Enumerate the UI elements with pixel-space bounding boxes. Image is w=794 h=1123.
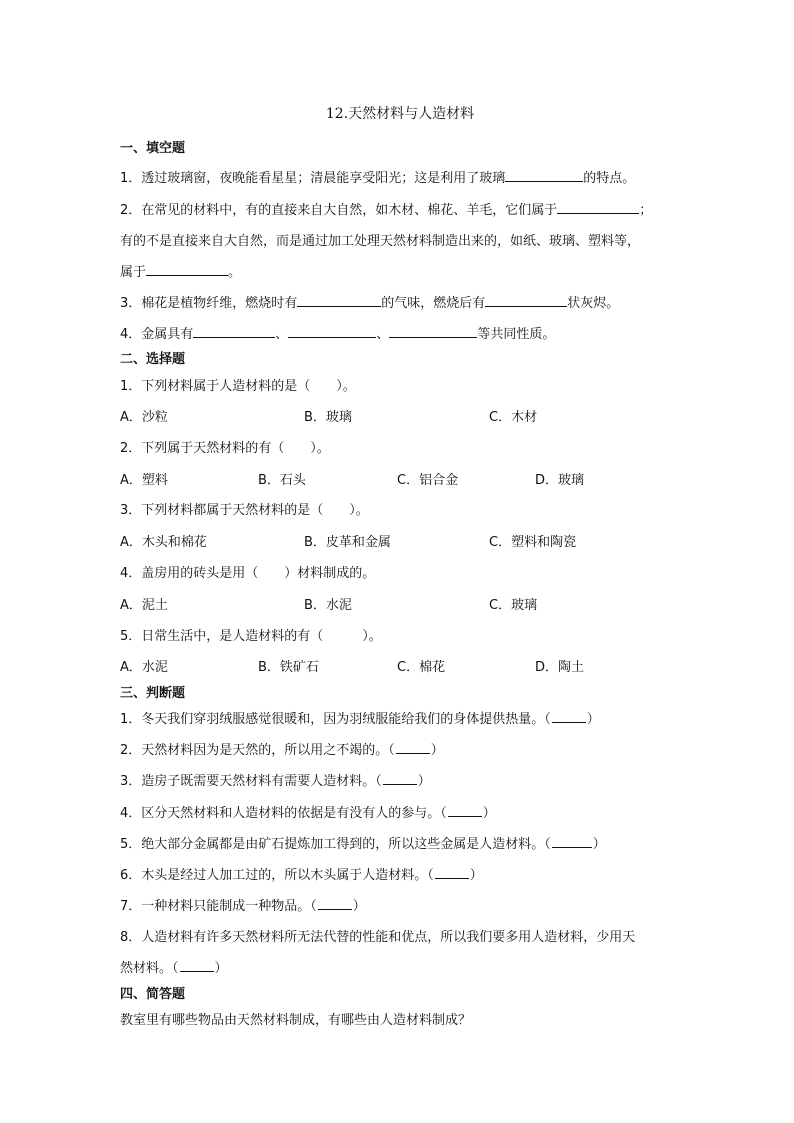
choice-option[interactable]: A．木头和棉花 xyxy=(120,535,207,550)
answer-blank[interactable] xyxy=(505,169,583,182)
fill-q4-suffix: 等共同性质。 xyxy=(477,327,556,342)
fill-question-1 xyxy=(120,167,635,186)
section-judge: 三、判断题 xyxy=(120,686,186,701)
judge-q3-text: 3．造房子既需要天然材料有需要人造材料。 xyxy=(120,774,376,789)
paren-open: （ xyxy=(440,806,447,821)
judge-q5-text: 5．绝大部分金属都是由矿石提炼加工得到的，所以这些金属是人造材料。 xyxy=(120,837,545,852)
paren-close: ） xyxy=(352,899,366,914)
answer-blank[interactable] xyxy=(485,294,567,307)
fill-q4-sep2: 、 xyxy=(376,327,390,342)
answer-blank[interactable] xyxy=(288,325,376,338)
answer-blank[interactable] xyxy=(383,772,417,785)
paren-open: （ xyxy=(172,961,179,976)
fill-q3-mid: 的气味，燃烧后有 xyxy=(381,296,486,311)
fill-q3-suffix: 状灰烬。 xyxy=(567,296,620,311)
choice-option[interactable]: B．水泥 xyxy=(304,598,352,613)
answer-blank[interactable] xyxy=(448,804,482,817)
fill-q2-suffix: ； xyxy=(639,203,653,218)
choice-question-2: 2．下列属于天然材料的有（ ）。 xyxy=(120,441,330,456)
answer-blank[interactable] xyxy=(180,959,214,972)
fill-question-2 xyxy=(120,199,652,218)
answer-blank[interactable] xyxy=(396,741,430,754)
answer-blank[interactable] xyxy=(552,835,592,848)
short-question-1: 教室里有哪些物品由天然材料制成，有哪些由人造材料制成？ xyxy=(120,1013,472,1028)
judge-question-8-cont xyxy=(120,957,228,976)
fill-q3-text: 3．棉花是植物纤维，燃烧时有 xyxy=(120,296,298,311)
paren-close: ） xyxy=(430,743,444,758)
fill-q2-period: 。 xyxy=(228,265,242,280)
paren-open: （ xyxy=(310,899,317,914)
choice-option[interactable]: D．玻璃 xyxy=(535,473,585,488)
choice-question-3: 3．下列材料都属于天然材料的是（ ）。 xyxy=(120,503,369,518)
choice-option[interactable]: A．水泥 xyxy=(120,660,168,675)
paren-open: （ xyxy=(427,868,434,883)
answer-blank[interactable] xyxy=(552,710,586,723)
fill-question-2-cont: 有的不是直接来自大自然，而是通过加工处理天然材料制造出来的，如纸、玻璃、塑料等， xyxy=(120,234,641,249)
choice-question-5: 5．日常生活中，是人造材料的有（ ）。 xyxy=(120,629,382,644)
choice-option[interactable]: A．泥土 xyxy=(120,598,168,613)
answer-blank[interactable] xyxy=(297,294,381,307)
answer-blank[interactable] xyxy=(435,866,469,879)
fill-question-4 xyxy=(120,323,555,342)
answer-blank[interactable] xyxy=(318,897,352,910)
choice-option[interactable]: D．陶土 xyxy=(535,660,585,675)
choice-option[interactable]: C．木材 xyxy=(489,410,538,425)
section-short-answer: 四、简答题 xyxy=(120,987,186,1002)
answer-blank[interactable] xyxy=(389,325,477,338)
section-fill-blank: 一、填空题 xyxy=(120,141,186,156)
page-title: 12.天然材料与人造材料 xyxy=(325,106,475,122)
fill-q2-text: 2．在常见的材料中，有的直接来自大自然，如木材、棉花、羊毛，它们属于 xyxy=(120,203,558,218)
paren-close: ） xyxy=(482,806,496,821)
paren-close: ） xyxy=(214,961,228,976)
judge-question-5 xyxy=(120,833,606,852)
fill-question-2-end xyxy=(120,261,241,280)
choice-option[interactable]: C．棉花 xyxy=(397,660,446,675)
judge-q1-text: 1．冬天我们穿羽绒服感觉很暖和，因为羽绒服能给我们的身体提供热量。 xyxy=(120,712,545,727)
choice-option[interactable]: C．玻璃 xyxy=(489,598,538,613)
paren-open: （ xyxy=(544,837,551,852)
judge-question-4 xyxy=(120,802,496,821)
fill-q4-text: 4．金属具有 xyxy=(120,327,194,342)
fill-q2-belongs: 属于 xyxy=(120,265,147,280)
judge-question-8: 8．人造材料有许多天然材料所无法代替的性能和优点，所以我们要多用人造材料，少用天 xyxy=(120,930,636,945)
fill-q1-suffix: 的特点。 xyxy=(583,171,636,186)
choice-option[interactable]: A．塑料 xyxy=(120,473,168,488)
section-choice: 二、选择题 xyxy=(120,352,186,367)
paren-open: （ xyxy=(544,712,551,727)
judge-question-2 xyxy=(120,739,444,758)
choice-option[interactable]: A．沙粒 xyxy=(120,410,168,425)
judge-q7-text: 7．一种材料只能制成一种物品。 xyxy=(120,899,311,914)
fill-question-3 xyxy=(120,292,619,311)
answer-blank[interactable] xyxy=(146,263,228,276)
choice-question-4: 4．盖房用的砖头是用（ ）材料制成的。 xyxy=(120,566,376,581)
judge-q2-text: 2．天然材料因为是天然的，所以用之不竭的。 xyxy=(120,743,389,758)
paren-close: ） xyxy=(592,837,606,852)
judge-question-6 xyxy=(120,864,483,883)
judge-q8-text-end: 然材料。 xyxy=(120,961,173,976)
choice-option[interactable]: B．玻璃 xyxy=(304,410,352,425)
choice-option[interactable]: C．铝合金 xyxy=(397,473,459,488)
judge-question-1 xyxy=(120,708,600,727)
choice-option[interactable]: C．塑料和陶瓷 xyxy=(489,535,577,550)
choice-option[interactable]: B．铁矿石 xyxy=(258,660,319,675)
fill-q1-text: 1．透过玻璃窗，夜晚能看星星；清晨能享受阳光；这是利用了玻璃 xyxy=(120,171,506,186)
judge-question-7 xyxy=(120,895,366,914)
choice-option[interactable]: B．石头 xyxy=(258,473,306,488)
paren-close: ） xyxy=(417,774,431,789)
choice-option[interactable]: B．皮革和金属 xyxy=(304,535,391,550)
paren-close: ） xyxy=(586,712,600,727)
fill-q4-sep1: 、 xyxy=(275,327,289,342)
judge-question-3 xyxy=(120,770,431,789)
paren-close: ） xyxy=(469,868,483,883)
choice-question-1: 1．下列材料属于人造材料的是（ ）。 xyxy=(120,379,356,394)
answer-blank[interactable] xyxy=(557,201,639,214)
judge-q6-text: 6．木头是经过人加工过的，所以木头属于人造材料。 xyxy=(120,868,428,883)
judge-q4-text: 4．区分天然材料和人造材料的依据是有没有人的参与。 xyxy=(120,806,441,821)
answer-blank[interactable] xyxy=(193,325,275,338)
paren-open: （ xyxy=(375,774,382,789)
paren-open: （ xyxy=(388,743,395,758)
